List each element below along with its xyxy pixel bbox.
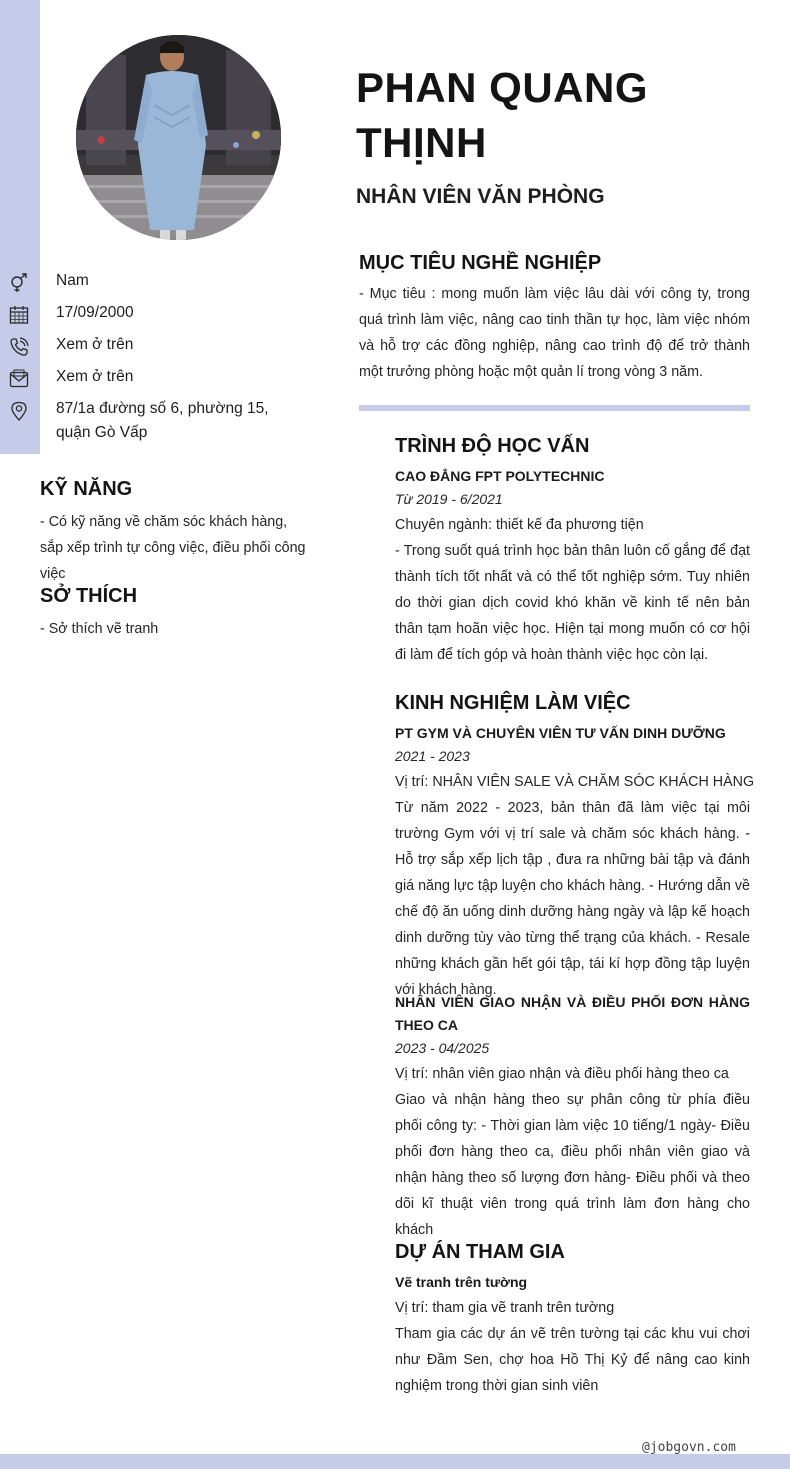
objective-title: MỤC TIÊU NGHỀ NGHIỆP: [359, 252, 602, 274]
avatar-photo: [76, 35, 281, 240]
contact-address: 87/1a đường số 6, phường 15, quận Gò Vấp: [56, 400, 269, 441]
job-1-period: 2021 - 2023: [395, 748, 470, 764]
education-text: - Trong suốt quá trình học bản thân luôn cố gắng để đạt thành tích tốt nhất và có thể tốt nghiệp sớm. Tuy nhiên do thời gian dịch covid khó khăn về kinh tế nên bản thân tạm hoãn việc học. Hiện tại mong muốn có cơ hội đi làm để tích góp và hoàn thành việc học còn lại.: [395, 543, 750, 663]
job-2-period: 2023 - 04/2025: [395, 1040, 490, 1056]
hobbies-text: - Sở thích vẽ tranh: [40, 621, 159, 637]
project-position: Vị trí: tham gia vẽ tranh trên tường: [395, 1300, 615, 1316]
avatar: [76, 35, 281, 240]
education-title: TRÌNH ĐỘ HỌC VẤN: [395, 435, 590, 457]
bottom-accent-band: [0, 1454, 790, 1469]
experience-title: KINH NGHIỆM LÀM VIỆC: [395, 692, 631, 714]
skills-title: KỸ NĂNG: [40, 478, 133, 500]
calendar-icon: [9, 305, 29, 325]
phone-icon: [9, 337, 29, 357]
job-2-position: Vị trí: nhân viên giao nhận và điều phối hàng theo ca: [395, 1066, 729, 1082]
skills-text: - Có kỹ năng về chăm sóc khách hàng, sắp xếp trình tự công việc, điều phối công việc: [40, 514, 306, 582]
contact-birthday: 17/09/2000: [56, 304, 134, 321]
section-divider: [359, 405, 750, 411]
education-period: Từ 2019 - 6/2021: [395, 491, 503, 507]
gender-icon: [9, 273, 29, 293]
project-name: Vẽ tranh trên tường: [395, 1274, 528, 1290]
contact-gender: Nam: [56, 272, 89, 289]
job-1-company: PT GYM VÀ CHUYÊN VIÊN TƯ VẤN DINH DƯỠNG: [395, 725, 726, 741]
education-school: CAO ĐẲNG FPT POLYTECHNIC: [395, 468, 605, 484]
education-major: Chuyên ngành: thiết kế đa phương tiện: [395, 517, 644, 533]
location-icon: [9, 401, 29, 421]
candidate-name: PHAN QUANG THỊNH: [356, 64, 649, 166]
hobbies-title: SỞ THÍCH: [40, 585, 138, 607]
job-1-position: Vị trí: NHÂN VIÊN SALE VÀ CHĂM SÓC KHÁCH HÀNG: [395, 774, 755, 790]
job-2-company: NHÂN VIÊN GIAO NHẬN VÀ ĐIỀU PHỐI ĐƠN HÀNG THEO CA: [395, 994, 750, 1033]
job-1-text: Từ năm 2022 - 2023, bản thân đã làm việc tại môi trường Gym với vị trí sale và chăm sóc khách hàng. - Hỗ trợ sắp xếp lịch tập , đưa ra những bài tập và đánh giá năng lực tập luyện cho khách hàng. - Hướng dẫn về chế độ ăn uống dinh dưỡng hàng ngày và lập kế hoạch dinh dưỡng tùy vào từng thể trạng của khách. - Resale những khách gần hết gói tập, tái kí hợp đồng tập luyện với khách hàng.: [395, 800, 750, 998]
watermark: @jobgovn.com: [642, 1440, 736, 1455]
candidate-role: NHÂN VIÊN VĂN PHÒNG: [356, 185, 605, 208]
contact-email: Xem ở trên: [56, 368, 134, 385]
mail-icon: [9, 369, 29, 389]
contact-phone: Xem ở trên: [56, 336, 134, 353]
objective-text: - Mục tiêu : mong muốn làm việc lâu dài với công ty, trong quá trình làm việc, nâng cao tinh thần tự học, làm việc nhóm và hỗ trợ các đồng nghiệp, nâng cao trình độ để trở thành một trưởng phòng hoặc một quản lí trong vòng 3 năm.: [359, 286, 750, 380]
projects-title: DỰ ÁN THAM GIA: [395, 1241, 565, 1263]
project-text: Tham gia các dự án vẽ trên tường tại các khu vui chơi như Đầm Sen, chợ hoa Hồ Thị Kỷ để nâng cao kinh nghiệm trong thời gian sinh viên: [395, 1326, 750, 1394]
job-2-text: Giao và nhận hàng theo sự phân công từ phía điều phối công ty: - Thời gian làm việc 10 tiếng/1 ngày- Điều phối đơn hàng theo ca, điều phối nhân viên giao và nhận hàng theo số lượng đơn hàng- Điều phối và theo dõi kĩ thuật viên trong quá trình làm đơn hàng cho khách: [395, 1092, 750, 1238]
